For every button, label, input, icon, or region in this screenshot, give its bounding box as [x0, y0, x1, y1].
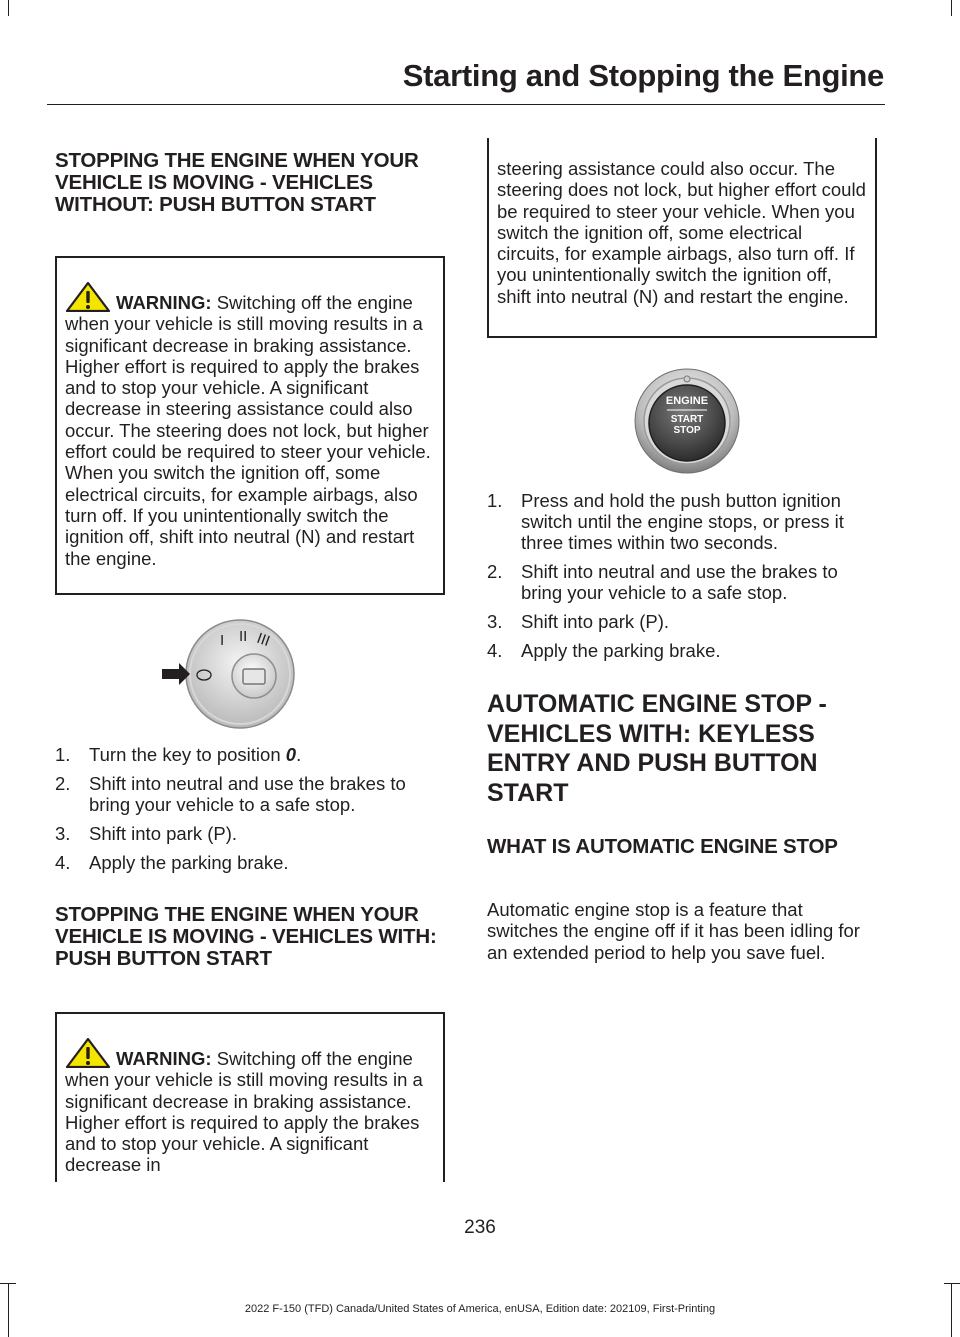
- section-heading-automatic-engine-stop: AUTOMATIC ENGINE STOP - VEHICLES WITH: KEYLESS ENTRY AND PUSH BUTTON START: [487, 690, 827, 807]
- warning-triangle-icon: [65, 282, 111, 312]
- warning-label: WARNING:: [116, 1048, 212, 1069]
- list-item: 4. Apply the parking brake.: [55, 852, 289, 873]
- ignition-position-II: II: [239, 628, 248, 645]
- warning-text: Switching off the engine when your vehicle is still moving results in a significant decrease in braking assistance. Higher effort is required to apply the brakes and to stop your vehicle. A significant decrease in steering assistance could also occur. The steering does not lock, but higher effort could be required to steer your vehicle. When you switch the ignition off, some electrical circuits, for example airbags, also turn off. If you unintentionally switch the ignition off, shift into neutral (N) and restart the engine.: [65, 292, 431, 569]
- warning-box-continued: [487, 138, 877, 338]
- warning-box: [55, 256, 445, 595]
- warning-box: [55, 1012, 445, 1182]
- warning-text: Switching off the engine when your vehicle is still moving results in a significant decrease in braking assistance. Higher effort is required to apply the brakes and to stop your vehicle. A significant decrease in: [65, 1048, 423, 1176]
- crop-mark: [0, 1283, 16, 1284]
- footer-edition-info: 2022 F-150 (TFD) Canada/United States of America, enUSA, Edition date: 202109, First-Printing: [244, 1303, 716, 1315]
- button-label-start: START: [670, 414, 704, 425]
- list-item: 1. Turn the key to position 0.: [55, 744, 302, 765]
- paragraph-automatic-engine-stop: Automatic engine stop is a feature that switches the engine off if it has been idling for an extended period to help you save fuel.: [487, 899, 860, 963]
- button-label-engine: ENGINE: [665, 395, 709, 407]
- ignition-position-I: I: [220, 632, 225, 649]
- title-rule: [47, 104, 885, 105]
- steps-list-push-button: [487, 490, 879, 669]
- subheading-what-is-automatic-engine-stop: WHAT IS AUTOMATIC ENGINE STOP: [487, 835, 838, 858]
- list-item: 4. Apply the parking brake.: [487, 640, 721, 661]
- section-heading-stop-without-push-button: STOPPING THE ENGINE WHEN YOUR VEHICLE IS MOVING - VEHICLES WITHOUT: PUSH BUTTON START: [55, 149, 419, 216]
- ignition-key-illustration: [157, 616, 297, 732]
- list-item: 2. Shift into neutral and use the brakes to bring your vehicle to a safe stop.: [55, 773, 406, 815]
- list-item: 3. Shift into park (P).: [55, 823, 238, 844]
- button-label-stop: STOP: [673, 425, 701, 436]
- warning-text: steering assistance could also occur. The steering does not lock, but higher effort could be required to steer your vehicle. When you switch the ignition off, some electrical circuits, for example airbags, also turn off. If you unintentionally switch the ignition off, shift into neutral (N) and restart the engine.: [497, 158, 866, 307]
- crop-mark: [944, 1283, 960, 1284]
- page-number: 236: [464, 1217, 496, 1238]
- ignition-position-III: III: [254, 629, 273, 651]
- crop-mark: [951, 0, 952, 16]
- crop-mark: [8, 0, 9, 16]
- list-item: 1. Press and hold the push button ignition switch until the engine stops, or press it three times within two seconds.: [487, 490, 844, 553]
- page-title: Starting and Stopping the Engine: [402, 58, 884, 93]
- warning-triangle-icon: [65, 1038, 111, 1068]
- warning-label: WARNING:: [116, 292, 212, 313]
- list-item: 3. Shift into park (P).: [487, 611, 670, 632]
- list-item: 2. Shift into neutral and use the brakes to bring your vehicle to a safe stop.: [487, 561, 838, 603]
- section-heading-stop-with-push-button: STOPPING THE ENGINE WHEN YOUR VEHICLE IS MOVING - VEHICLES WITH: PUSH BUTTON START: [55, 903, 437, 970]
- steps-list-key: [55, 744, 445, 881]
- engine-start-stop-button-illustration: [627, 368, 747, 474]
